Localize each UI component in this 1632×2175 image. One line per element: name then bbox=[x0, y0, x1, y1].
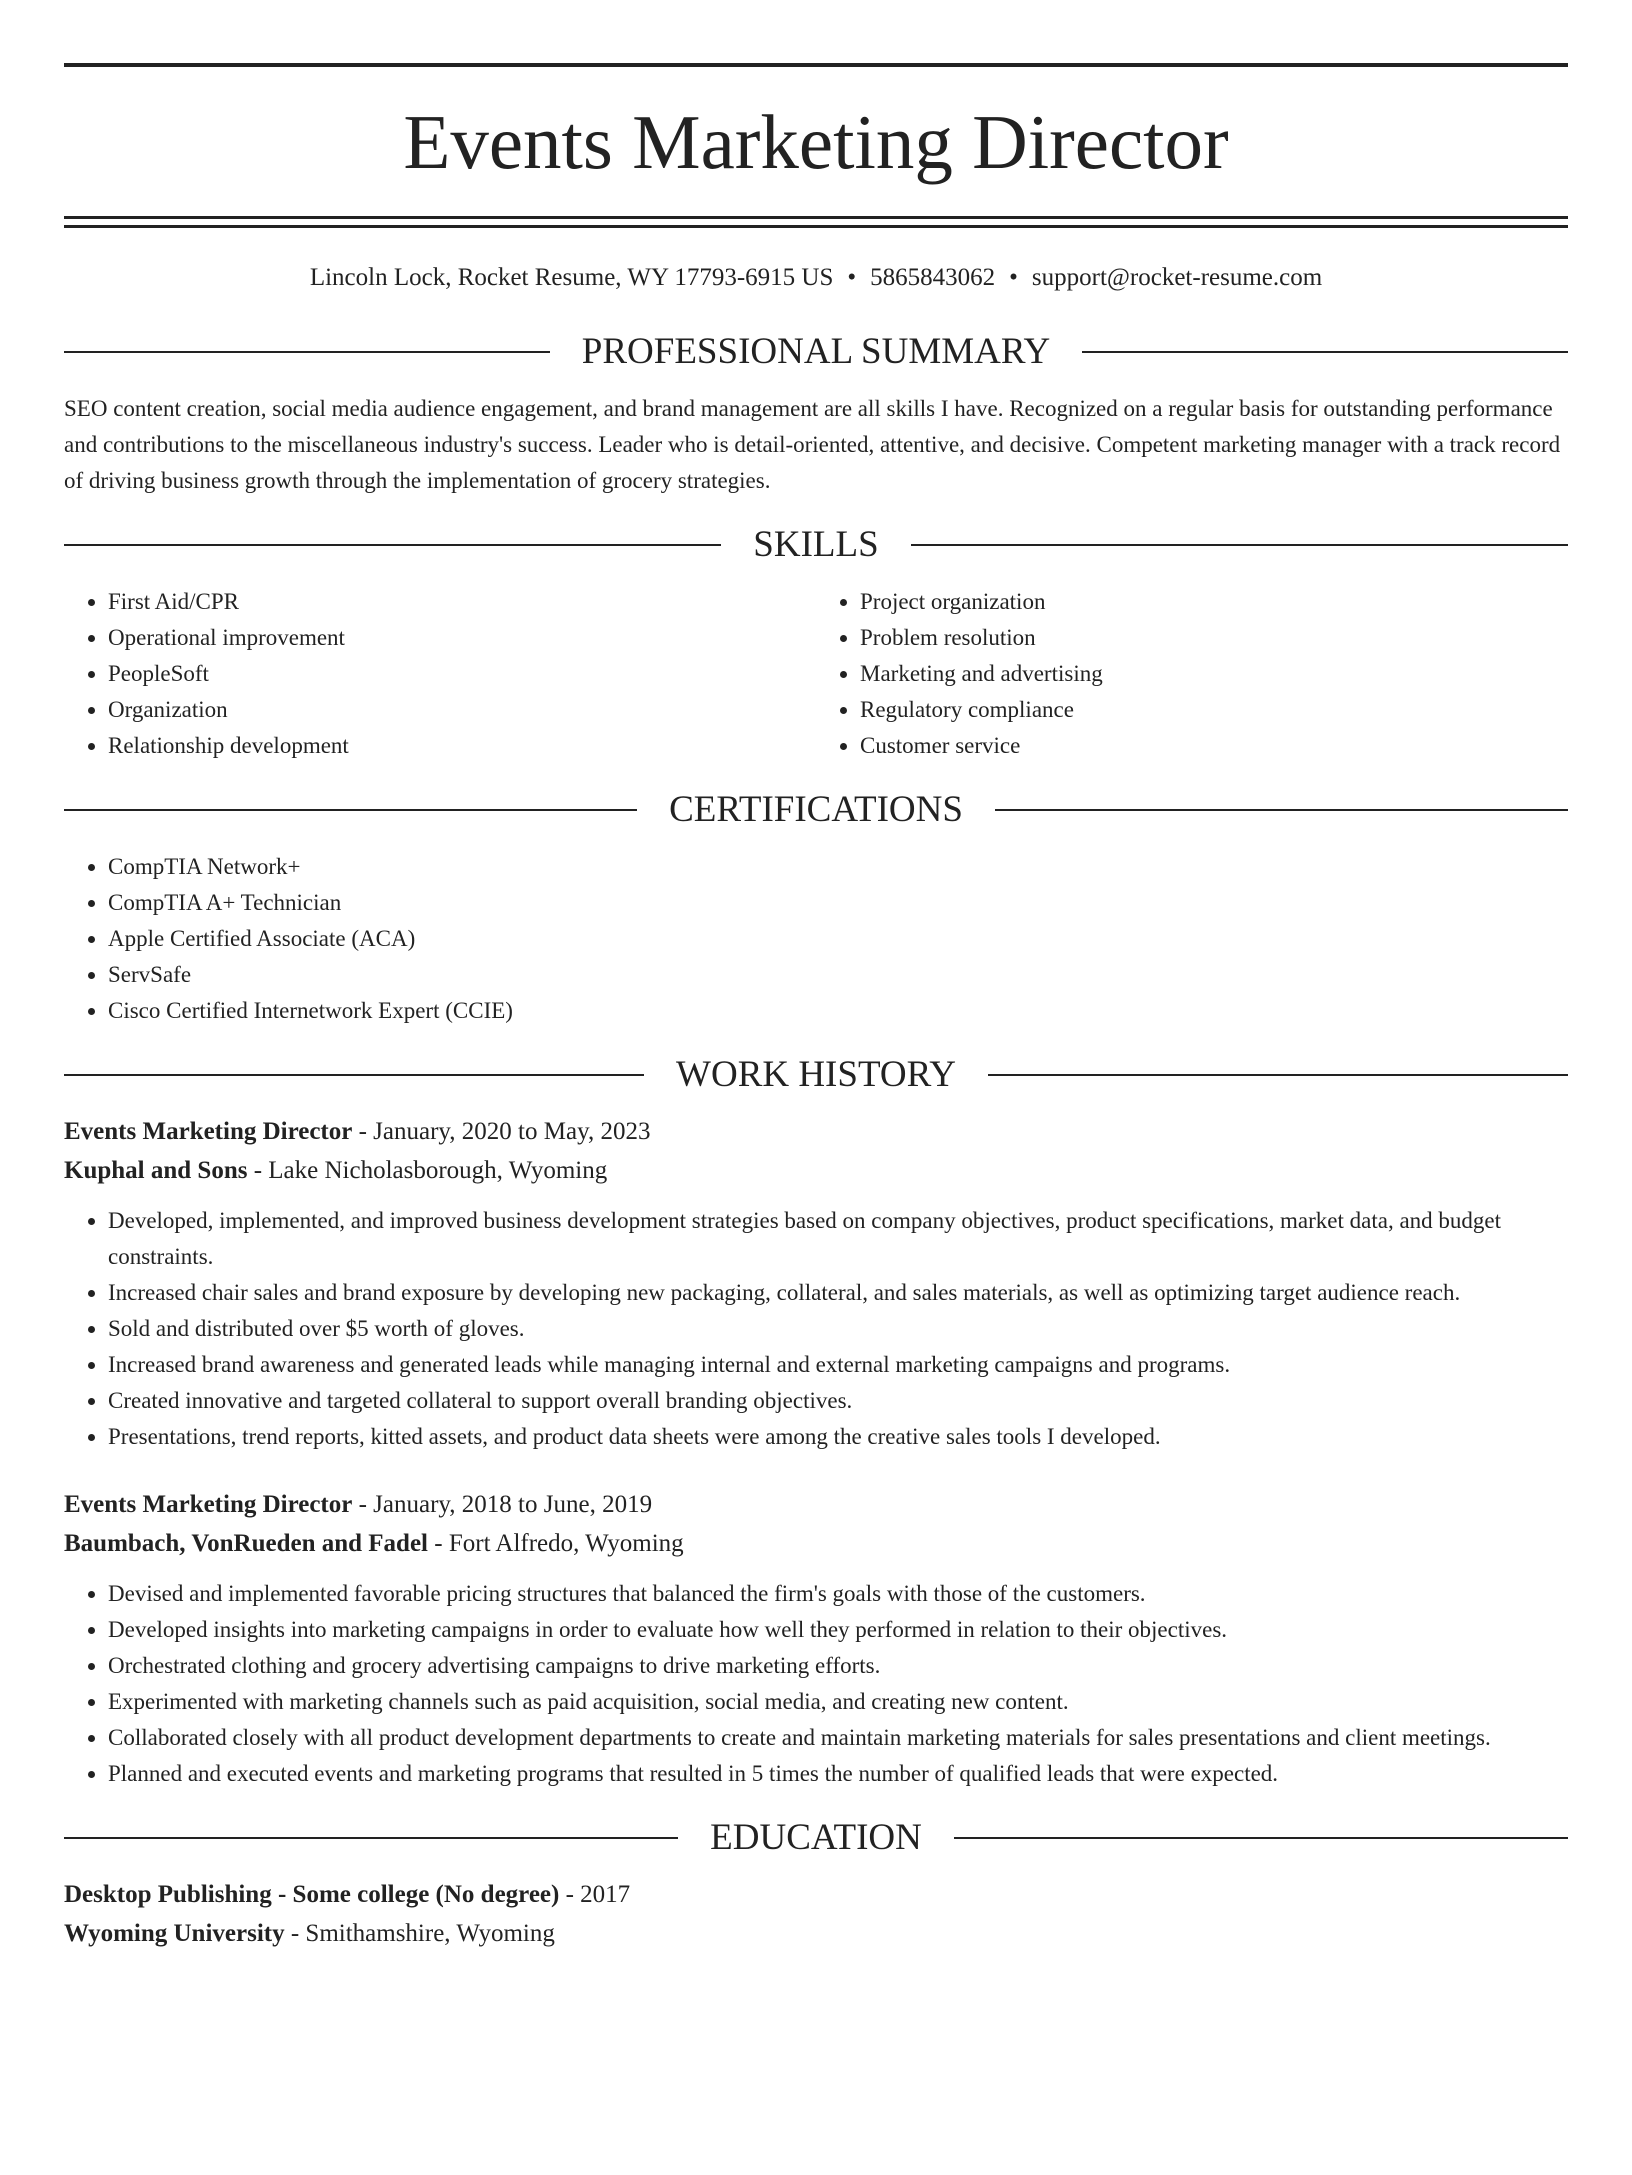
summary-text: SEO content creation, social media audience engagement, and brand management are all skills I have. Recognized on a regular basis for outstanding performance and contributions to the miscellaneous industry's success. Leader who is detail-oriented, attentive, and decisive. Competent marketing manager with a track record of driving business growth through the implementation of grocery strategies. bbox=[64, 396, 1561, 493]
job-company: Baumbach, VonRueden and Fadel bbox=[64, 1530, 429, 1557]
job-title: Events Marketing Director bbox=[64, 1491, 353, 1518]
job-bullet: • Devised and implemented favorable pricing structures that balanced the firm's goals with those of the customers. bbox=[108, 1576, 1568, 1612]
job-bullet: • Orchestrated clothing and grocery advertising campaigns to drive marketing efforts. bbox=[108, 1648, 1568, 1684]
job-company: Kuphal and Sons bbox=[64, 1157, 248, 1184]
job-location: - Fort Alfredo, Wyoming bbox=[428, 1530, 684, 1557]
job-bullet: • Developed, implemented, and improved business development strategies based on company objectives, product specifications, market data, and budget constraints. bbox=[108, 1203, 1568, 1275]
contact-separator: • bbox=[847, 264, 857, 291]
skills-heading bbox=[64, 523, 1568, 567]
job-bullet: • Presentations, trend reports, kitted assets, and product data sheets were among the creative sales tools I developed. bbox=[108, 1419, 1568, 1455]
education-degree: Desktop Publishing - Some college (No degree) bbox=[64, 1881, 560, 1908]
skills-heading-title: SKILLS bbox=[753, 524, 879, 565]
certification-item: • ServSafe bbox=[108, 957, 1568, 993]
job-entry bbox=[64, 1485, 1568, 1792]
certifications-list bbox=[64, 849, 1568, 1029]
job-bullet: • Planned and executed events and marketing programs that resulted in 5 times the number of qualified leads that were expected. bbox=[108, 1756, 1568, 1792]
job-bullet: • Experimented with marketing channels such as paid acquisition, social media, and creating new content. bbox=[108, 1684, 1568, 1720]
job-title: Events Marketing Director bbox=[64, 1118, 353, 1145]
skill-item: • Project organization bbox=[860, 584, 1568, 620]
job-location: - Lake Nicholasborough, Wyoming bbox=[247, 1157, 608, 1184]
heading-rule bbox=[1082, 351, 1568, 353]
heading-rule bbox=[64, 1837, 678, 1839]
job-bullets bbox=[64, 1203, 1568, 1455]
certifications-heading-title: CERTIFICATIONS bbox=[669, 789, 963, 830]
heading-rule bbox=[995, 809, 1568, 811]
work-history-heading bbox=[64, 1053, 1568, 1097]
education-year: - 2017 bbox=[559, 1881, 631, 1908]
summary-heading-title: PROFESSIONAL SUMMARY bbox=[581, 331, 1051, 372]
education-heading bbox=[64, 1816, 1568, 1860]
resume-title: Events Marketing Director bbox=[403, 99, 1229, 185]
skills-column-left bbox=[64, 584, 816, 764]
skill-item: • Operational improvement bbox=[108, 620, 816, 656]
heading-rule bbox=[988, 1074, 1568, 1076]
education-degree-line bbox=[64, 1875, 1568, 1914]
job-company-line bbox=[64, 1524, 1568, 1563]
heading-rule bbox=[64, 809, 637, 811]
certification-item: • Apple Certified Associate (ACA) bbox=[108, 921, 1568, 957]
skill-item: • Regulatory compliance bbox=[860, 692, 1568, 728]
skill-item: • PeopleSoft bbox=[108, 656, 816, 692]
contact-separator: • bbox=[1009, 264, 1018, 291]
skill-item: • Customer service bbox=[860, 728, 1568, 764]
skill-item: • Problem resolution bbox=[860, 620, 1568, 656]
job-title-line bbox=[64, 1485, 1568, 1524]
contact-address: Lincoln Lock, Rocket Resume, WY 17793-6915 US bbox=[309, 264, 834, 291]
header-bottom-rule bbox=[64, 216, 1568, 219]
education-school: Wyoming University bbox=[64, 1920, 285, 1947]
education-heading-title: EDUCATION bbox=[710, 1817, 922, 1858]
job-bullet: • Created innovative and targeted collateral to support overall branding objectives. bbox=[108, 1383, 1568, 1419]
job-bullet: • Developed insights into marketing campaigns in order to evaluate how well they performed in relation to their objectives. bbox=[108, 1612, 1568, 1648]
heading-rule bbox=[64, 1074, 644, 1076]
job-entry bbox=[64, 1112, 1568, 1455]
summary-heading bbox=[64, 330, 1568, 374]
skill-item: • Relationship development bbox=[108, 728, 816, 764]
contact-email: support@rocket-resume.com bbox=[1031, 264, 1323, 291]
job-bullet: • Sold and distributed over $5 worth of gloves. bbox=[108, 1311, 1568, 1347]
work-history-heading-title: WORK HISTORY bbox=[676, 1054, 956, 1095]
heading-rule bbox=[954, 1837, 1568, 1839]
contact-line bbox=[64, 262, 1568, 294]
skills-list bbox=[64, 584, 1568, 764]
education-location: - Smithamshire, Wyoming bbox=[284, 1920, 555, 1947]
certifications-heading bbox=[64, 788, 1568, 832]
job-bullets bbox=[64, 1576, 1568, 1792]
job-bullet: • Increased brand awareness and generated leads while managing internal and external marketing campaigns and programs. bbox=[108, 1347, 1568, 1383]
heading-rule bbox=[911, 544, 1568, 546]
certification-item: • CompTIA A+ Technician bbox=[108, 885, 1568, 921]
job-dates: - January, 2020 to May, 2023 bbox=[352, 1118, 651, 1145]
skill-item: • Marketing and advertising bbox=[860, 656, 1568, 692]
job-company-line bbox=[64, 1151, 1568, 1190]
job-title-line bbox=[64, 1112, 1568, 1151]
job-dates: - January, 2018 to June, 2019 bbox=[352, 1491, 653, 1518]
certification-item: • CompTIA Network+ bbox=[108, 849, 1568, 885]
header-bottom-rule-2 bbox=[64, 225, 1568, 228]
skills-column-right bbox=[816, 584, 1568, 764]
job-bullet: • Collaborated closely with all product development departments to create and maintain marketing materials for sales presentations and client meetings. bbox=[108, 1720, 1568, 1756]
certification-item: • Cisco Certified Internetwork Expert (CCIE) bbox=[108, 993, 1568, 1029]
header-top-rule bbox=[64, 63, 1568, 67]
education-entry bbox=[64, 1875, 1568, 1953]
skill-item: • First Aid/CPR bbox=[108, 584, 816, 620]
heading-rule bbox=[64, 544, 721, 546]
skill-item: • Organization bbox=[108, 692, 816, 728]
job-bullet: • Increased chair sales and brand exposure by developing new packaging, collateral, and sales materials, as well as optimizing target audience reach. bbox=[108, 1275, 1568, 1311]
heading-rule bbox=[64, 351, 550, 353]
contact-phone: 5865843062 bbox=[870, 264, 996, 291]
education-school-line bbox=[64, 1914, 1568, 1953]
resume-page bbox=[0, 63, 1632, 2175]
